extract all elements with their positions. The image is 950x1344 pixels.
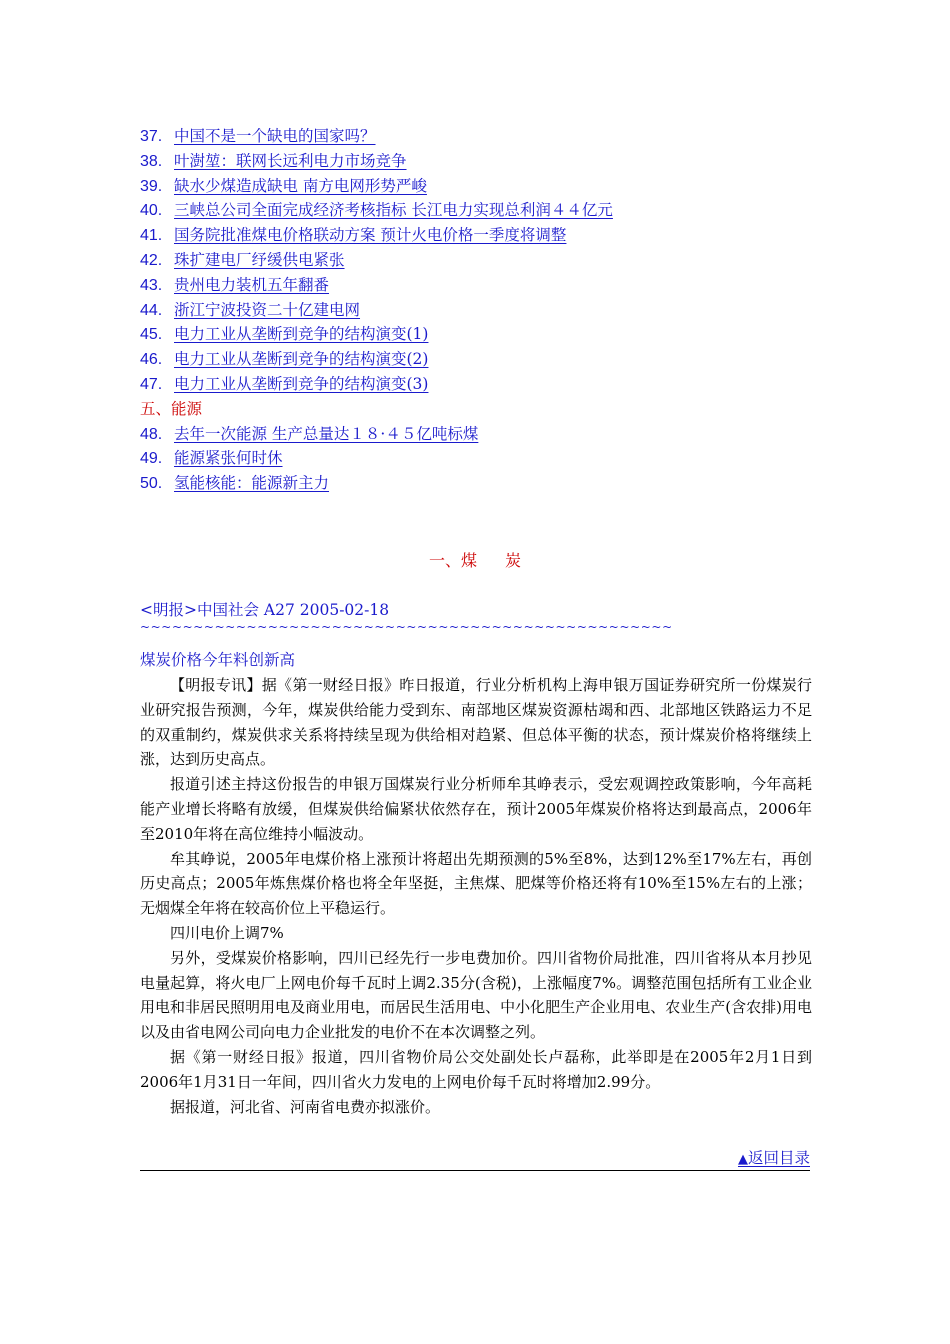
- toc-number: 45.: [140, 326, 163, 344]
- toc-link[interactable]: 去年一次能源 生产总量达１８·４５亿吨标煤: [174, 424, 479, 443]
- article-paragraph: 报道引述主持这份报告的申银万国煤炭行业分析师牟其峥表示，受宏观调控政策影响，今年高耗能产业增长将略有放缓，但煤炭供给偏紧状依然存在，预计2005年煤炭价格将达到最高点，2006年至2010年将在高位维持小幅波动。: [140, 775, 812, 843]
- toc-number: 38.: [140, 152, 163, 170]
- section-title-part: 一、煤: [428, 551, 477, 570]
- article-subheading: 四川电价上调7%: [170, 923, 284, 942]
- toc-item[interactable]: [140, 174, 820, 199]
- toc-item[interactable]: [140, 422, 820, 447]
- section-title: [140, 548, 810, 571]
- toc-number: 39.: [140, 177, 163, 195]
- toc-link[interactable]: 电力工业从垄断到竞争的结构演变(3): [174, 374, 429, 393]
- toc-number: 46.: [140, 351, 163, 369]
- article-body: [140, 673, 812, 1119]
- article-paragraph: 【明报专讯】据《第一财经日报》昨日报道，行业分析机构上海申银万国证券研究所一份煤炭行业研究报告预测，今年，煤炭供给能力受到东、南部地区煤炭资源枯竭和西、北部地区铁路运力不足的双重制约，煤炭供求关系将持续呈现为供给相对趋紧、但总体平衡的状态，预计煤炭价格将继续上涨，达到历史高点。: [140, 676, 812, 769]
- article-source: <明报>中国社会 A27 2005-02-18: [140, 601, 390, 619]
- toc-item[interactable]: [140, 273, 820, 298]
- toc-number: 42.: [140, 251, 163, 269]
- toc-link[interactable]: 氢能核能：能源新主力: [174, 474, 330, 493]
- section-title-part: 炭: [505, 551, 522, 570]
- toc-number: 44.: [140, 301, 163, 319]
- toc-link[interactable]: 缺水少煤造成缺电 南方电网形势严峻: [174, 176, 427, 195]
- toc-link[interactable]: 三峡总公司全面完成经济考核指标 长江电力实现总利润４４亿元: [174, 201, 613, 220]
- toc-link[interactable]: 能源紧张何时休: [174, 449, 283, 468]
- article-paragraph: 据报道，河北省、河南省电费亦拟涨价。: [170, 1097, 441, 1116]
- toc-item[interactable]: [140, 347, 820, 372]
- toc-link[interactable]: 叶澍堃：联网长远利电力市场竞争: [174, 151, 407, 170]
- article-headline: 煤炭价格今年料创新高: [140, 651, 296, 669]
- toc-link[interactable]: 中国不是一个缺电的国家吗？: [174, 127, 376, 145]
- up-triangle-icon: ▲: [737, 1152, 748, 1167]
- back-to-toc-label: 返回目录: [747, 1149, 810, 1167]
- toc-link[interactable]: 国务院批准煤电价格联动方案 预计火电价格一季度将调整: [174, 226, 567, 245]
- horizontal-divider: [140, 1170, 810, 1171]
- article-paragraph: 据《第一财经日报》报道，四川省物价局公交处副处长卢磊称，此举即是在2005年2月1日到2006年1月31日一年间，四川省火力发电的上网电价每千瓦时将增加2.99分。: [140, 1047, 812, 1091]
- toc-item[interactable]: [140, 248, 820, 273]
- table-of-contents: [140, 124, 820, 496]
- toc-number: 41.: [140, 227, 163, 245]
- toc-item[interactable]: [140, 372, 820, 397]
- toc-number: 48.: [140, 425, 163, 443]
- toc-section-heading: 五、能源: [140, 399, 203, 418]
- article-paragraph: 牟其峥说，2005年电煤价格上涨预计将超出先期预测的5%至8%，达到12%至17%左右，再创历史高点；2005年炼焦煤价格也将全年坚挺，主焦煤、肥煤等价格还将有10%至15%左右的上涨；无烟煤全年将在较高价位上平稳运行。: [140, 849, 812, 918]
- toc-item[interactable]: [140, 149, 820, 174]
- separator-line: ~~~~~~~~~~~~~~~~~~~~~~~~~~~~~~~~~~~~~~~~~~~~~~~~~~: [140, 620, 673, 634]
- article-paragraph: 另外，受煤炭价格影响，四川已经先行一步电费加价。四川省物价局批准，四川省将从本月抄见电量起算，将火电厂上网电价每千瓦时上调2.35分(含税)，上涨幅度7%。调整范围包括所有工业企业用电和非居民照明用电及商业用电，而居民生活用电、中小化肥生产企业用电、农业生产(含农排)用电以及由省电网公司向电力企业批发的电价不在本次调整之列。: [140, 948, 812, 1042]
- toc-number: 43.: [140, 276, 163, 294]
- toc-link[interactable]: 珠扩建电厂纾缓供电紧张: [174, 250, 345, 269]
- toc-item[interactable]: [140, 124, 820, 149]
- toc-item[interactable]: [140, 446, 820, 471]
- toc-link[interactable]: 浙江宁波投资二十亿建电网: [174, 300, 361, 319]
- toc-link[interactable]: 电力工业从垄断到竞争的结构演变(1): [174, 325, 429, 344]
- toc-number: 47.: [140, 375, 163, 393]
- toc-link[interactable]: 贵州电力装机五年翻番: [174, 275, 330, 294]
- toc-number: 37.: [140, 128, 163, 145]
- toc-number: 50.: [140, 475, 163, 493]
- toc-number: 49.: [140, 450, 163, 468]
- toc-item[interactable]: [140, 223, 820, 248]
- toc-item[interactable]: [140, 298, 820, 323]
- toc-item[interactable]: [140, 322, 820, 347]
- toc-item[interactable]: [140, 198, 820, 223]
- toc-link[interactable]: 电力工业从垄断到竞争的结构演变(2): [174, 350, 429, 369]
- back-to-toc-link[interactable]: [738, 1146, 810, 1168]
- toc-number: 40.: [140, 202, 163, 220]
- toc-item[interactable]: [140, 471, 820, 496]
